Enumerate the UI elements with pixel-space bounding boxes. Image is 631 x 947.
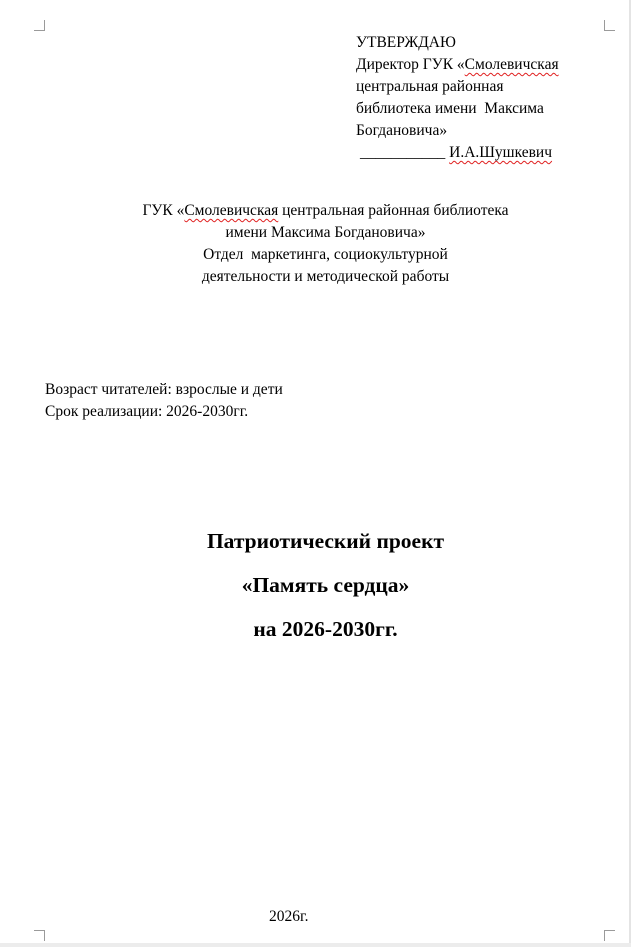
- readers-age: Возраст читателей: взрослые и дети: [45, 381, 283, 398]
- organization-line-1: [0, 200, 631, 222]
- organization-line-4: деятельности и методической работы: [201, 268, 450, 285]
- misspelled-word: Смолевичская: [184, 202, 279, 219]
- organization-prefix: ГУК «: [142, 202, 185, 219]
- approval-line-director: [356, 54, 559, 76]
- margin-corner-bottom-right: [604, 930, 615, 941]
- project-type: Патриотический проект: [206, 529, 445, 553]
- organization-line-3: Отдел маркетинга, социокультурной: [203, 246, 448, 263]
- page-edge-bottom: [0, 943, 631, 947]
- footer-year: 2026г.: [269, 908, 309, 925]
- approval-heading: УТВЕРЖДАЮ: [356, 34, 456, 51]
- margin-corner-top-left: [34, 20, 45, 31]
- margin-corner-bottom-left: [34, 930, 45, 941]
- approval-director-prefix: Директор ГУК «: [356, 56, 465, 73]
- signature-blank: ___________: [360, 144, 446, 161]
- approval-line-2: центральная районная: [356, 78, 504, 95]
- project-years: на 2026-2030гг.: [253, 617, 398, 641]
- implementation-period: Срок реализации: 2026-2030гг.: [45, 403, 249, 420]
- approval-line-4: Богдановича»: [356, 122, 448, 139]
- margin-corner-top-right: [604, 20, 615, 31]
- project-name: «Память сердца»: [241, 573, 410, 597]
- organization-suffix: центральная районная библиотека: [278, 202, 509, 219]
- signature-name: И.А.Шушкевич: [449, 144, 553, 161]
- approval-signature-line: [360, 142, 552, 164]
- misspelled-word: Смолевичская: [464, 56, 559, 73]
- organization-line-2: имени Максима Богдановича»: [225, 224, 426, 241]
- approval-line-3: библиотека имени Максима: [356, 100, 544, 117]
